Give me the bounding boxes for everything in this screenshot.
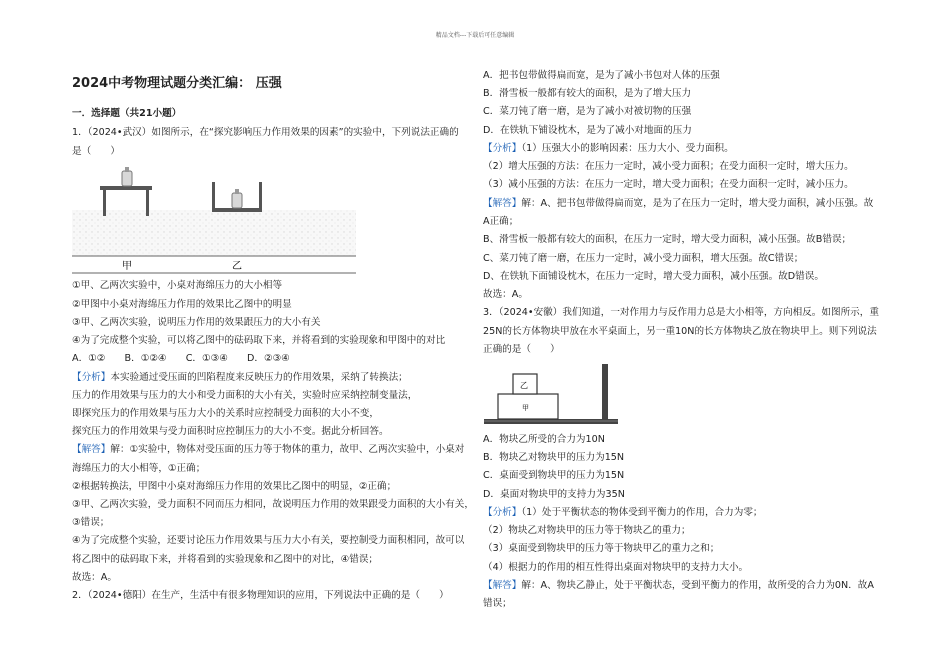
q3-option-c: C．桌面受到物块甲的压力为15N (483, 470, 625, 481)
q1-answer-line: 将乙图中的砝码取下来，并将看到的实验现象和乙图中的对比，④错误； (72, 554, 379, 565)
q2-option-d: D．在铁轨下铺设枕木，是为了减小对地面的压力 (483, 125, 692, 136)
section-heading: 一．选择题（共21小题） (72, 108, 182, 119)
q1-answer-line: ②根据转换法，甲图中小桌对海绵压力作用的效果比乙图中的明显，②正确； (72, 481, 397, 492)
q2-answer-line: C、菜刀钝了磨一磨，在压力一定时，减小受力面积，增大压强。故C错误； (483, 253, 804, 264)
section-tag: 【分析】 (72, 372, 111, 383)
q1-answer-line: 海绵压力的大小相等，①正确； (72, 463, 206, 474)
q1-choice: 故选：A。 (72, 572, 117, 583)
statement-3: ③甲、乙两次实验，说明压力作用的效果跟压力的大小有关 (72, 317, 321, 328)
label-jia: 甲 (522, 404, 529, 412)
q3-analysis-line: （3）桌面受到物块甲的压力等于物块甲乙的重力之和； (483, 543, 720, 554)
q2-answer-line: B、滑雪板一般都有较大的面积，在压力一定时，增大受力面积，减小压强。故B错误； (483, 234, 852, 245)
q2-stem: 2．（2024•德阳）在生产，生活中有很多物理知识的应用，下列说法中正确的是（ ） (72, 590, 449, 601)
q3-answer-line: 错误； (483, 598, 512, 609)
q2-option-b: B．滑雪板一般都有较大的面积，是为了增大压力 (483, 88, 692, 99)
section-tag: 【分析】 (483, 143, 522, 154)
section-tag: 【分析】 (483, 507, 522, 518)
q1-analysis-line: 压力的作用效果与压力的大小和受力面积的大小有关，实验时应采纳控制变量法， (72, 390, 418, 401)
q2-analysis: 【分析】（1）压强大小的影响因素：压力大小、受力面积。 (483, 143, 734, 154)
q3-stem-cont: 25N的长方体物块甲放在水平桌面上，另一重10N的长方体物块乙放在物块甲上。则下列说法 (483, 326, 877, 337)
q3-option-a: A．物块乙所受的合力为10N (483, 434, 605, 445)
label-jia: 甲 (122, 261, 132, 272)
q2-choice: 故选：A。 (483, 289, 528, 300)
label-yi: 乙 (520, 381, 528, 390)
section-tag: 【解答】 (72, 444, 111, 455)
label-yi: 乙 (232, 261, 242, 272)
q1-answer-line: ③甲、乙两次实验，受力面积不同而压力相同，故说明压力作用的效果跟受力面积的大小有关， (72, 499, 474, 510)
page-header: 精品文档---下载后可任意编辑 (435, 32, 515, 39)
q3-answer: 【解答】解：A、物块乙静止，处于平衡状态，受到平衡力的作用，故所受的合力为0N．故A (483, 580, 874, 591)
q2-analysis-line: （3）减小压强的方法：在压力一定时，增大受力面积；在受力面积一定时，减小压力。 (483, 179, 854, 190)
q2-answer-line: A正确； (483, 216, 519, 227)
q1-analysis: 【分析】本实验通过受压面的凹陷程度来反映压力的作用效果，采纳了转换法； (72, 372, 408, 383)
q1-answer-line: ③错误； (72, 517, 110, 528)
q3-analysis: 【分析】（1）处于平衡状态的物体受到平衡力的作用，合力为零； (483, 507, 763, 518)
q1-answer: 【解答】解：①实验中，物体对受压面的压力等于物体的重力，故甲、乙两次实验中，小桌对 (72, 444, 465, 455)
q2-option-c: C．菜刀钝了磨一磨，是为了减小对被切物的压强 (483, 106, 692, 117)
weight (122, 171, 132, 186)
table-top (100, 186, 152, 190)
figure-stacked-blocks (484, 364, 618, 430)
statement-2: ②甲图中小桌对海绵压力作用的效果比乙图中的明显 (72, 299, 292, 310)
q1-stem-cont: 是（ ） (72, 146, 120, 157)
section-tag: 【解答】 (483, 580, 522, 591)
q1-analysis-line: 即探究压力的作用效果与压力大小的关系时应控制受力面积的大小不变， (72, 408, 379, 419)
q3-option-d: D．桌面对物块甲的支持力为35N (483, 489, 625, 500)
q3-stem-cont: 正确的是（ ） (483, 344, 560, 355)
statement-4: ④为了完成整个实验，可以将乙图中的砝码取下来，并将看到的实验现象和甲图中的对比 (72, 335, 446, 346)
q2-answer: 【解答】解：A、把书包带做得扁而宽，是为了在压力一定时，增大受力面积，减小压强。故 (483, 198, 874, 209)
q2-option-a: A．把书包带做得扁而宽，是为了减小书包对人体的压强 (483, 70, 720, 81)
q3-stem: 3．（2024•安徽）我们知道，一对作用力与反作用力总是大小相等，方向相反。如图所示，重 (483, 307, 879, 318)
wall (602, 364, 608, 419)
statement-1: ①甲、乙两次实验中，小桌对海绵压力的大小相等 (72, 280, 283, 291)
q1-analysis-line: 探究压力的作用效果与受力面积时应控制压力的大小不变。据此分析回答。 (72, 426, 389, 437)
q2-answer-line: D、在铁轨下面铺设枕木，在压力一定时，增大受力面积，减小压强。故D错误。 (483, 271, 824, 282)
q1-stem: 1．（2024•武汉）如图所示，在“探究影响压力作用效果的因素”的实验中，下列说法正确的 (72, 127, 459, 138)
table-top-inverted (212, 208, 262, 212)
document-title: 2024中考物理试题分类汇编： 压强 (72, 76, 282, 91)
q3-option-b: B．物块乙对物块甲的压力为15N (483, 452, 625, 463)
q3-analysis-line: （2）物块乙对物块甲的压力等于物块乙的重力； (483, 525, 691, 536)
q2-analysis-line: （2）增大压强的方法：在压力一定时，减小受力面积；在受力面积一定时，增大压力。 (483, 161, 854, 172)
figure-sponge-table (72, 164, 356, 274)
q3-analysis-line: （4）根据力的作用的相互性得出桌面对物块甲的支持力大小。 (483, 562, 749, 573)
q1-answer-line: ④为了完成整个实验，还要讨论压力作用效果与压力大小有关，要控制受力面积相同，故可以 (72, 535, 465, 546)
q1-options: A．①② B．①②④ C．①③④ D．②③④ (72, 353, 290, 364)
section-tag: 【解答】 (483, 198, 522, 209)
